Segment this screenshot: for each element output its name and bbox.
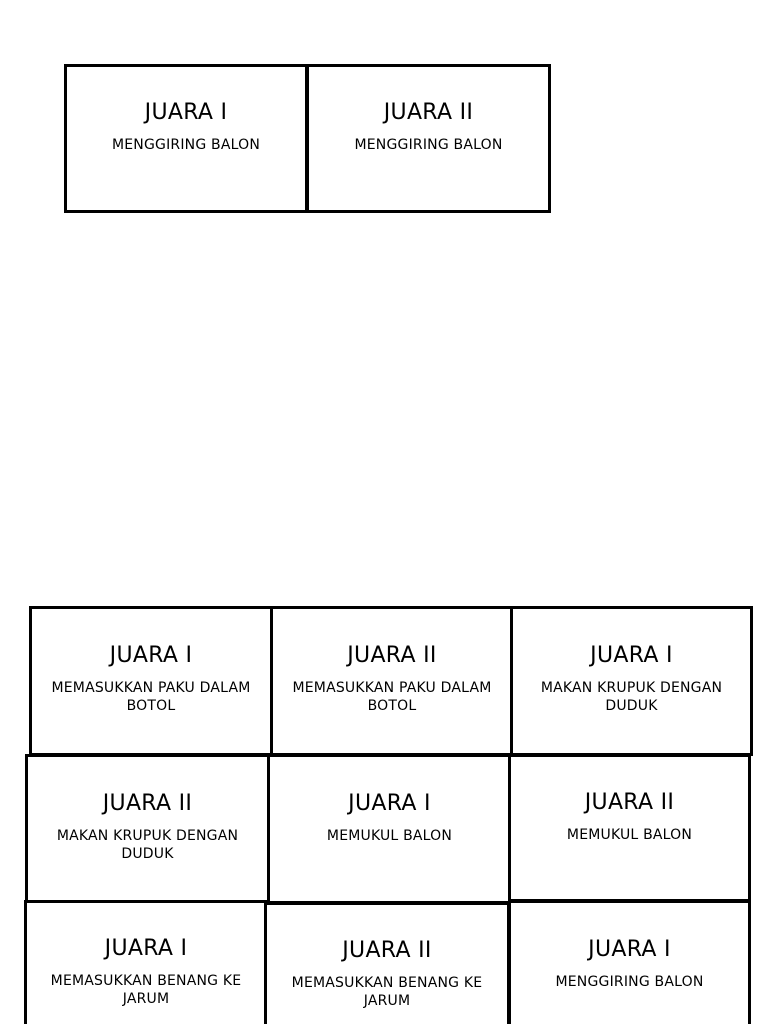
award-event: MENGGIRING BALON bbox=[111, 137, 261, 153]
award-event: MENGGIRING BALON bbox=[354, 137, 503, 153]
award-title: JUARA I bbox=[109, 643, 193, 668]
award-event: MAKAN KRUPUK DENGAN DUDUK bbox=[56, 828, 239, 862]
award-card bbox=[270, 606, 514, 756]
award-event: MEMASUKKAN PAKU DALAM BOTOL bbox=[292, 680, 492, 714]
award-title: JUARA II bbox=[347, 643, 437, 668]
award-event: MEMUKUL BALON bbox=[566, 827, 693, 843]
award-title: JUARA I bbox=[590, 643, 673, 668]
award-event: MAKAN KRUPUK DENGAN DUDUK bbox=[540, 680, 723, 714]
award-title: JUARA I bbox=[348, 791, 431, 816]
award-event: MEMUKUL BALON bbox=[326, 828, 453, 844]
award-card bbox=[508, 754, 751, 902]
award-title: JUARA I bbox=[104, 936, 188, 961]
award-card bbox=[64, 64, 308, 213]
award-card bbox=[510, 606, 753, 756]
award-title: JUARA II bbox=[342, 938, 432, 963]
award-card bbox=[267, 754, 512, 904]
award-card bbox=[25, 754, 270, 904]
award-event: MEMASUKKAN BENANG KE JARUM bbox=[291, 975, 483, 1009]
award-title: JUARA I bbox=[144, 100, 228, 125]
award-card bbox=[24, 900, 268, 1024]
award-event: MEMASUKKAN BENANG KE JARUM bbox=[50, 973, 242, 1007]
award-card bbox=[306, 64, 551, 213]
award-event: MEMASUKKAN PAKU DALAM BOTOL bbox=[51, 680, 251, 714]
award-title: JUARA II bbox=[102, 791, 193, 816]
award-card bbox=[264, 902, 510, 1024]
award-event: MENGGIRING BALON bbox=[555, 974, 704, 990]
award-title: JUARA I bbox=[588, 937, 671, 962]
award-card bbox=[508, 900, 751, 1024]
award-title: JUARA II bbox=[383, 100, 474, 125]
award-card bbox=[29, 606, 273, 756]
award-title: JUARA II bbox=[584, 790, 675, 815]
